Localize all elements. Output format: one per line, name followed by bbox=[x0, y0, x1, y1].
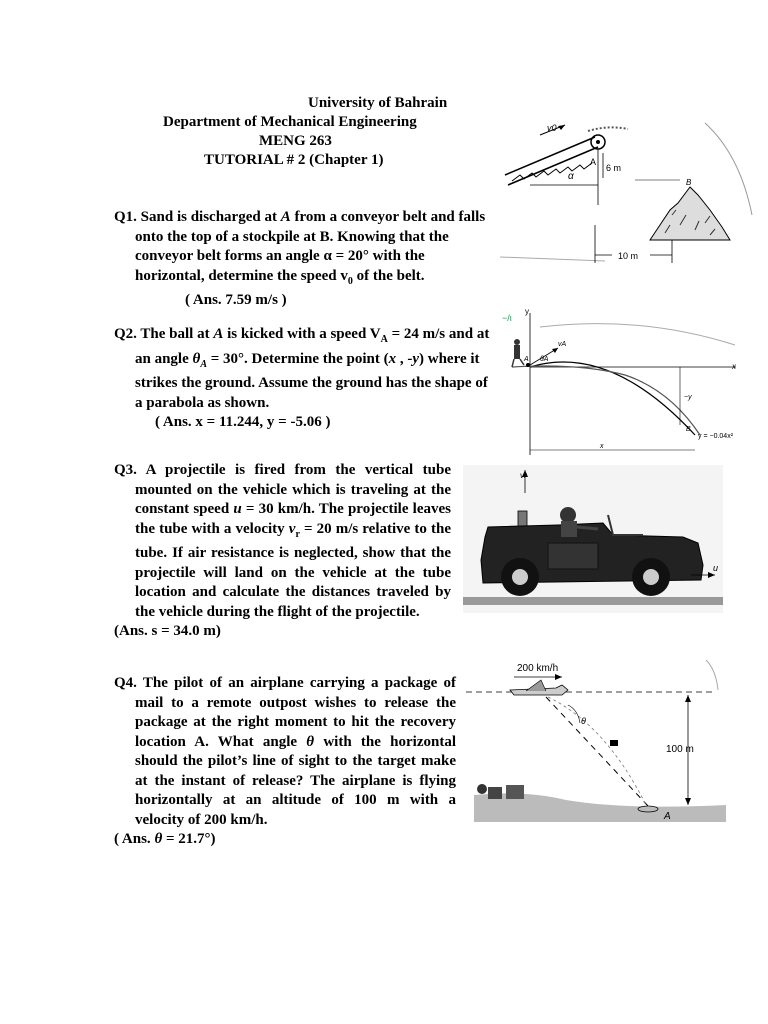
neg-y-label: −y bbox=[684, 394, 692, 401]
u-label: u bbox=[713, 563, 719, 573]
q3-figure bbox=[463, 465, 723, 613]
v0-label: v0 bbox=[547, 123, 557, 133]
q2-point-a: A bbox=[524, 356, 529, 363]
theta-a-label: θA bbox=[540, 356, 549, 363]
height-label: 6 m bbox=[606, 163, 622, 173]
q2-answer: ( Ans. x = 11.244, y = -5.06 ) bbox=[155, 414, 331, 430]
y-axis-label: y bbox=[525, 307, 529, 316]
university-name: University of Bahrain bbox=[308, 95, 448, 111]
va-label: vA bbox=[558, 341, 567, 348]
q1-figure bbox=[500, 115, 768, 275]
altitude-label: 100 m bbox=[666, 744, 694, 755]
distance-label: 10 m bbox=[618, 251, 639, 261]
q4-figure bbox=[466, 655, 726, 825]
alpha-label: α bbox=[568, 171, 574, 182]
q1-answer: ( Ans. 7.59 m/s ) bbox=[185, 292, 287, 308]
q4-answer: ( Ans. θ = 21.7°) bbox=[114, 831, 216, 847]
tutorial-title: TUTORIAL # 2 (Chapter 1) bbox=[204, 152, 384, 168]
question-3: Q3. A projectile is fired from the vertical tube mounted on the vehicle which is traveling at the constant speed u = 30 km/h. The projectile leaves the tube with a velocity $v_r = 20$ m/s relative to the tube. If air resistance is neglected, show that the projectile will land on the vehicle at the tube location and calculate the distances traveled by the vehicle during the flight of the projectile. (Ans. s = 34.0 m) bbox=[135, 461, 451, 642]
x-axis-label: x bbox=[732, 362, 736, 371]
q2-figure bbox=[500, 305, 768, 465]
question-2: Q2. The ball at A is kicked with a speed $V_A = 24$ m/s and at an angle $\theta_A = 30^\circ$. Determine the point (x , -y) where it strikes the ground. Assume the ground has the shape of a parabola as shown. ( Ans. x = 11.244, y = -5.06 ) bbox=[135, 325, 491, 433]
course-code: MENG 263 bbox=[259, 133, 332, 149]
theta-label: θ bbox=[581, 716, 586, 726]
parabola-equation: y = −0.04x² bbox=[698, 433, 734, 440]
q3-answer: (Ans. s = 34.0 m) bbox=[114, 623, 221, 639]
question-1: Q1. Sand is discharged at A from a conveyor belt and falls onto the top of a stockpile at B. Knowing that the conveyor belt forms an angle α = 20° with the horizontal, determine the speed $v_0$ of the belt. ( Ans. 7.59 m/s ) bbox=[135, 208, 491, 311]
point-b-label: B bbox=[686, 178, 692, 187]
airplane-speed-label: 200 km/h bbox=[517, 663, 559, 674]
target-a-label: A bbox=[664, 811, 671, 822]
point-a-label: A bbox=[590, 157, 597, 167]
department-name: Department of Mechanical Engineering bbox=[163, 114, 417, 130]
x-distance-label: x bbox=[600, 443, 604, 450]
corner-mark: −/ι bbox=[502, 313, 512, 323]
q2-point-b: B bbox=[686, 426, 691, 433]
question-4: Q4. The pilot of an airplane carrying a package of mail to a remote outpost wishes to release the package at the right moment to hit the recovery location A. What angle θ with the horizontal should the pilot’s line of sight to the target make at the instant of release? The airplane is flying horizontally at an altitude of 100 m with a velocity of 200 km/h. ( Ans. θ = 21.7°) bbox=[135, 674, 456, 850]
vr-label: vr bbox=[520, 471, 527, 480]
